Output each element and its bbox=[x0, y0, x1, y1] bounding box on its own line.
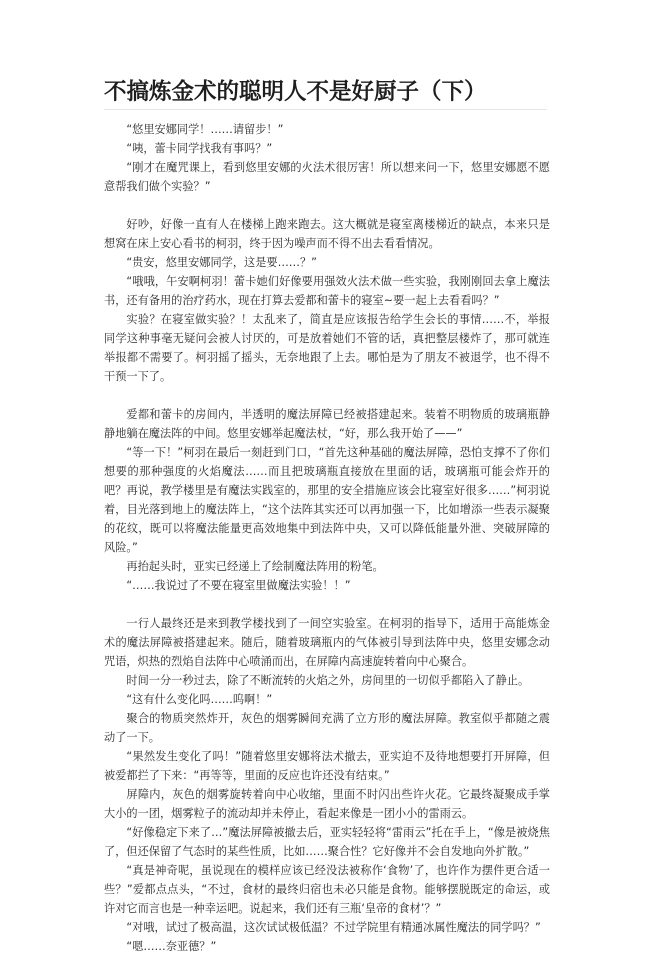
paragraph-gap bbox=[104, 386, 550, 405]
paragraph: 爱都和蕾卡的房间内，半透明的魔法屏障已经被搭建起来。装着不明物质的玻璃瓶静静地躺在魔法阵的中间。悠里安娜举起魔法杖，“好，那么我开始了——” bbox=[104, 408, 550, 440]
paragraph: “真是神奇呢，虽说现在的模样应该已经没法被称作‘食物’了，也许作为摆件更合适一些？”爱都点点头，“不过，食材的最终归宿也未必只能是食物。能够摆脱既定的命运，或许对它而言也是一种幸运吧。说起来，我们还有三瓶‘皇帝的食材’？” bbox=[104, 864, 550, 915]
paragraph: “悠里安娜同学！……请留步！” bbox=[126, 123, 284, 136]
paragraph: 聚合的物质突然炸开，灰色的烟雾瞬间充满了立方形的魔法屏障。教室似乎都随之震动了一下。 bbox=[104, 712, 550, 744]
paragraph: “等一下！”柯羽在最后一刻赶到门口，“首先这种基础的魔法屏障，恐怕支撑不了你们想要的那种强度的火焰魔法……而且把玻璃瓶直接放在里面的话，玻璃瓶可能会炸开的吧？再说，教学楼里是有魔法实践室的，那里的安全措施应该会比寝室好很多……”柯羽说着，目光落到地上的魔法阵上，“这个法阵其实还可以再加强一下，比如增添一些表示凝聚的花纹，既可以将魔法能量更高效地集中到法阵中央，又可以降低能量外泄、突破屏障的风险。” bbox=[104, 446, 550, 554]
paragraph: “果然发生变化了吗！”随着悠里安娜将法术撤去，亚实迫不及待地想要打开屏障，但被爱都拦了下来：“再等等，里面的反应也许还没有结束。” bbox=[104, 750, 550, 782]
paragraph: 再抬起头时，亚实已经递上了绘制魔法阵用的粉笔。 bbox=[126, 560, 384, 573]
story-body bbox=[104, 120, 550, 956]
paragraph: “这有什么变化吗……呜啊！” bbox=[126, 693, 273, 706]
title-divider bbox=[104, 109, 547, 110]
paragraph: “……我说过了不要在寝室里做魔法实验！！” bbox=[126, 579, 351, 592]
paragraph: 好吵，好像一直有人在楼梯上跑来跑去。这大概就是寝室离楼梯近的缺点，本来只是想窝在床上安心看书的柯羽，终于因为噪声而不得不出去看看情况。 bbox=[104, 218, 550, 250]
paragraph: 屏障内，灰色的烟雾旋转着向中心收缩，里面不时闪出些许火花。它最终凝聚成手掌大小的一团，烟雾粒子的流动却并未停止，看起来像是一团小小的雷雨云。 bbox=[104, 788, 550, 820]
paragraph: “哦哦，午安啊柯羽！蕾卡她们好像要用强效火法术做一些实验，我刚刚回去拿上魔法书，还有备用的治疗药水，现在打算去爱都和蕾卡的寝室~要一起上去看看吗？” bbox=[104, 275, 550, 307]
paragraph: 实验？在寝室做实验？！太乱来了，简直是应该报告给学生会长的事情……不，举报同学这种事毫无疑问会被人讨厌的，可是放着她们不管的话，真把整层楼炸了，那可就连举报都不需要了。柯羽摇了摇头，无奈地跟了上去。哪怕是为了朋友不被退学，也不得不干预一下了。 bbox=[104, 313, 550, 383]
paragraph: “刚才在魔咒课上，看到悠里安娜的火法术很厉害！所以想来问一下，悠里安娜愿不愿意帮我们做个实验？” bbox=[104, 161, 550, 193]
paragraph: “咦，蕾卡同学找我有事吗？” bbox=[126, 142, 273, 155]
paragraph-gap bbox=[104, 595, 550, 614]
paragraph: “嗯……奈亚德？” bbox=[126, 940, 217, 953]
paragraph: 时间一分一秒过去，除了不断流转的火焰之外，房间里的一切似乎都陷入了静止。 bbox=[126, 674, 530, 687]
paragraph: 一行人最终还是来到教学楼找到了一间空实验室。在柯羽的指导下，适用于高能炼金术的魔法屏障被搭建起来。随后，随着玻璃瓶内的气体被引导到法阵中央，悠里安娜念动咒语，炽热的烈焰自法阵中心喷涌而出，在屏障内高速旋转着向中心聚合。 bbox=[104, 617, 550, 668]
paragraph: “好像稳定下来了…”魔法屏障被撤去后，亚实轻轻将“雷雨云”托在手上，“像是被烧焦了，但还保留了气态时的某些性质，比如……聚合性？它好像并不会自发地向外扩散。” bbox=[104, 826, 550, 858]
paragraph: “贵安，悠里安娜同学，这是要……？” bbox=[126, 256, 317, 269]
paragraph-gap bbox=[104, 196, 550, 215]
paragraph: “对哦，试过了极高温，这次试试极低温？不过学院里有精通冰属性魔法的同学吗？” bbox=[126, 921, 541, 934]
page-title: 不搞炼金术的聪明人不是好厨子（下） bbox=[104, 79, 487, 105]
